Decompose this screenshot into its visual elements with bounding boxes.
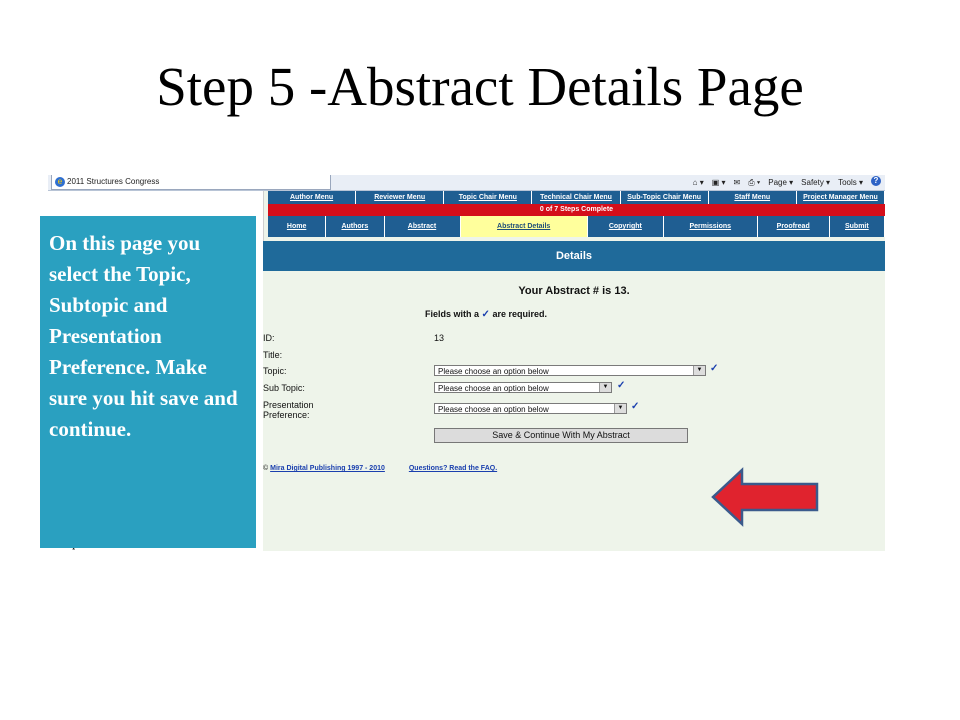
menu-technical-chair[interactable]: Technical Chair Menu — [532, 191, 620, 204]
steps-status-bar: 0 of 7 Steps Complete — [268, 204, 885, 216]
menu-sub-topic-chair[interactable]: Sub-Topic Chair Menu — [621, 191, 709, 204]
step-nav — [268, 216, 885, 237]
id-value: 13 — [434, 333, 445, 343]
page-footer — [263, 465, 497, 472]
required-note-before: Fields with a — [425, 309, 480, 319]
subtopic-label: Sub Topic: — [263, 383, 305, 393]
checkmark-icon: ✓ — [631, 401, 640, 412]
subtopic-select[interactable] — [434, 382, 612, 393]
nav-submit[interactable]: Submit — [830, 216, 885, 237]
nav-permissions[interactable]: Permissions — [664, 216, 758, 237]
topic-select-value: Please choose an option below — [438, 367, 549, 376]
details-header: Details — [263, 241, 885, 271]
callout-text: On this page you select the Topic, Subtopic and Presentation Preference. Make sure you hit save and continue. — [49, 231, 238, 441]
required-fields-note — [425, 309, 547, 320]
nav-abstract-details[interactable]: Abstract Details — [461, 216, 588, 237]
faq-link[interactable]: Questions? Read the FAQ. — [408, 465, 498, 472]
instruction-callout — [40, 216, 256, 548]
topic-label: Topic: — [263, 366, 287, 376]
chevron-down-icon: ▼ — [614, 404, 626, 413]
id-label: ID: — [263, 333, 275, 343]
topic-select[interactable] — [434, 365, 706, 376]
presentation-label-line-1: Presentation — [263, 400, 314, 410]
menu-author[interactable]: Author Menu — [268, 191, 356, 204]
page-menu[interactable]: Page ▾ — [768, 178, 794, 187]
checkmark-icon: ✓ — [481, 309, 490, 320]
presentation-label — [263, 400, 314, 420]
menu-staff[interactable]: Staff Menu — [709, 191, 797, 204]
copyright-symbol: © — [263, 465, 269, 472]
presentation-select-value: Please choose an option below — [438, 405, 549, 414]
safety-menu[interactable]: Safety ▾ — [801, 178, 831, 187]
required-note-after: are required. — [492, 309, 547, 319]
save-continue-button[interactable]: Save & Continue With My Abstract — [434, 428, 688, 443]
chevron-down-icon: ▼ — [599, 383, 611, 392]
browser-tab[interactable] — [51, 175, 331, 190]
presentation-select[interactable] — [434, 403, 627, 414]
menu-project-manager[interactable]: Project Manager Menu — [797, 191, 885, 204]
nav-proofread[interactable]: Proofread — [758, 216, 830, 237]
nav-home[interactable]: Home — [268, 216, 326, 237]
browser-tab-title: 2011 Structures Congress — [67, 177, 160, 186]
abstract-number: Your Abstract # is 13. — [518, 285, 630, 297]
mail-icon[interactable]: ✉ — [733, 178, 741, 187]
home-icon[interactable]: ⌂ ▾ — [692, 178, 704, 187]
title-label: Title: — [263, 350, 283, 360]
chevron-down-icon: ▼ — [693, 366, 705, 375]
checkmark-icon: ✓ — [710, 363, 719, 374]
role-menu-bar — [268, 191, 885, 204]
browser-toolbar — [48, 175, 885, 191]
tools-menu[interactable]: Tools ▾ — [838, 178, 863, 187]
red-left-arrow-icon — [710, 467, 820, 527]
slide-title: Step 5 -Abstract Details Page — [156, 56, 804, 117]
copyright-link[interactable]: Mira Digital Publishing 1997 - 2010 — [270, 465, 385, 472]
ie-logo-icon: e — [55, 177, 65, 187]
menu-reviewer[interactable]: Reviewer Menu — [356, 191, 444, 204]
presentation-label-line-2: Preference: — [263, 410, 310, 420]
menu-topic-chair[interactable]: Topic Chair Menu — [444, 191, 532, 204]
checkmark-icon: ✓ — [617, 380, 626, 391]
command-bar — [693, 176, 881, 189]
subtopic-select-value: Please choose an option below — [438, 384, 549, 393]
nav-copyright[interactable]: Copyright — [588, 216, 664, 237]
nav-abstract[interactable]: Abstract — [385, 216, 461, 237]
nav-authors[interactable]: Authors — [326, 216, 384, 237]
help-icon[interactable]: ? — [871, 176, 881, 186]
feeds-icon[interactable]: ▣ ▾ — [711, 178, 726, 187]
print-icon[interactable]: ⎙ ▾ — [748, 178, 761, 187]
